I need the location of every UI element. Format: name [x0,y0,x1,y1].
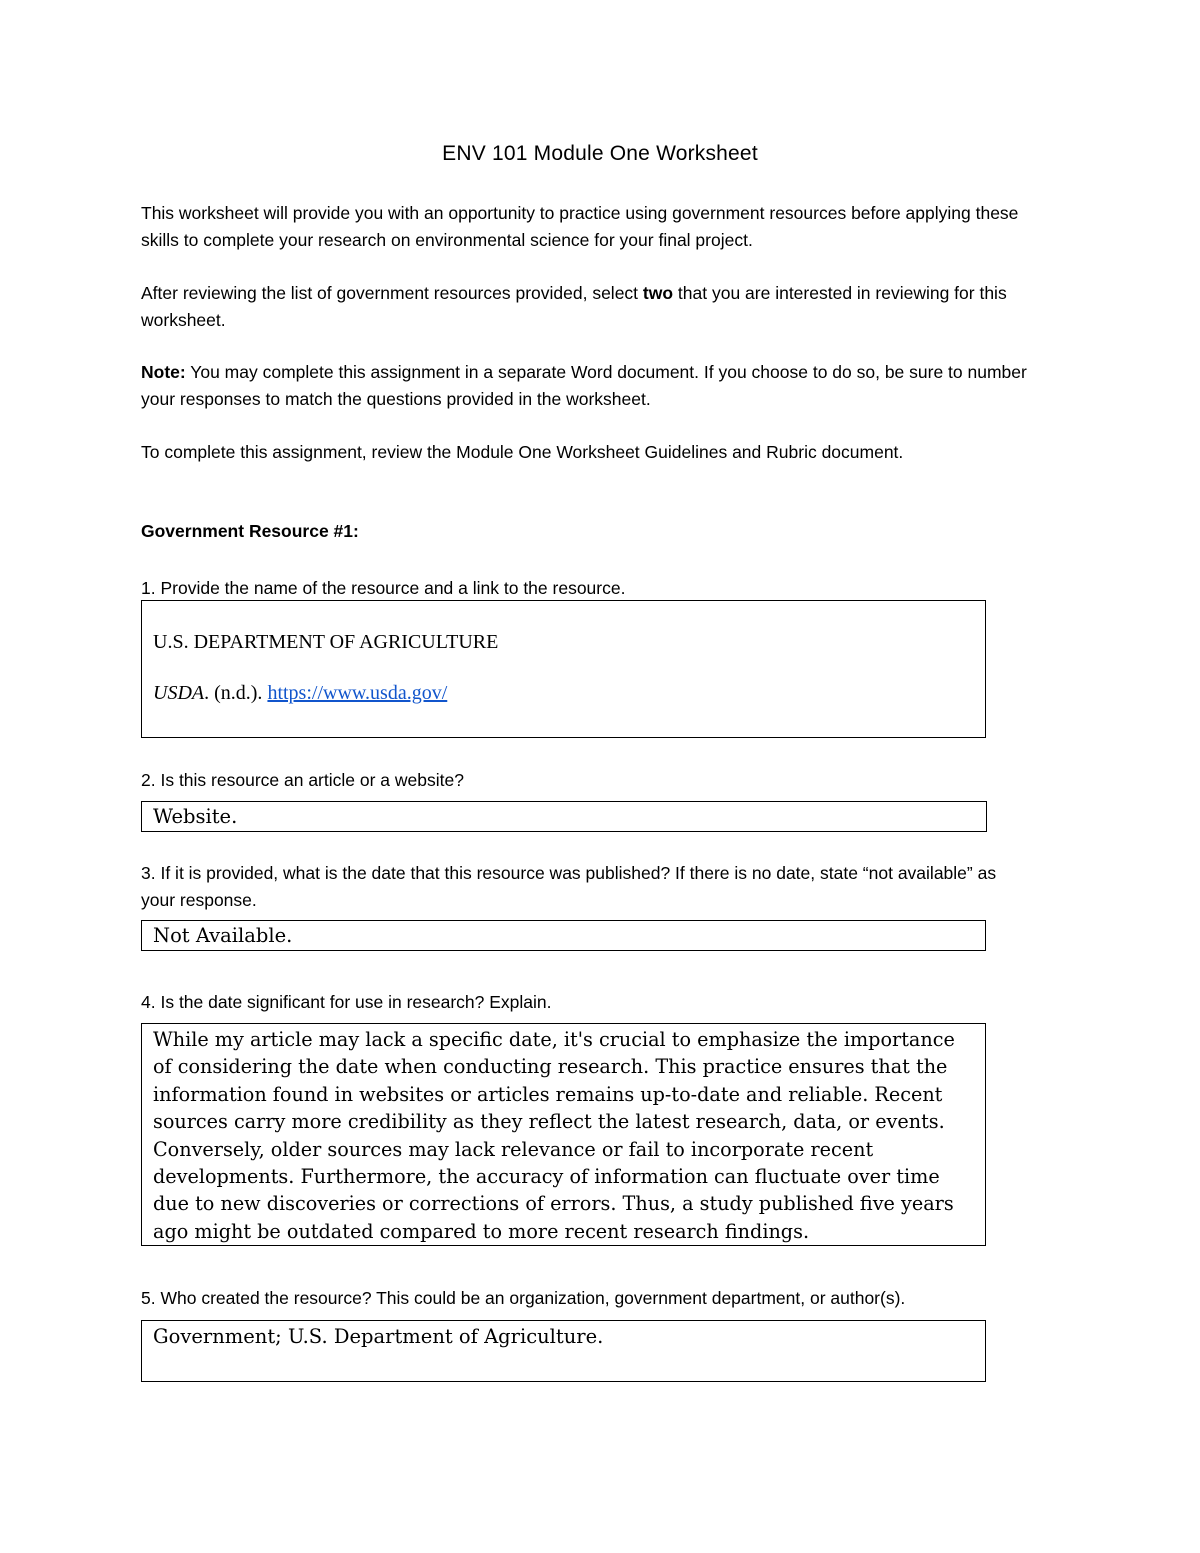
question-5 [141,1285,1061,1312]
question-4 [141,989,1061,1016]
question-3-number: 3. [141,863,156,883]
question-2 [141,767,1061,794]
section-heading: Government Resource #1: [141,521,359,541]
answer-2-text: Website. [153,805,238,828]
note-text: You may complete this assignment in a separate Word document. If you choose to do so, be sure to number your responses to match the questions provided in the worksheet. [141,362,1027,409]
answer-5-text: Government; U.S. Department of Agriculture. [153,1325,604,1348]
question-1 [141,575,1061,602]
answer-4-text: While my article may lack a specific date, it's crucial to emphasize the importance of considering the date when conducting research. This practice ensures that the information found in websites or articles remains up-to-date and reliable. Recent sources carry more credibility as they reflect the latest research, data, or events. Conversely, older sources may lack relevance or fail to incorporate recent developments. Furthermore, the accuracy of information can fluctuate over time due to new discoveries or corrections of errors. Thus, a study published five years ago might be outdated compared to more recent research findings. [153,1028,955,1243]
answer-1-resource-name: U.S. DEPARTMENT OF AGRICULTURE [153,631,499,653]
guidelines-paragraph: To complete this assignment, review the Module One Worksheet Guidelines and Rubric document. [141,442,904,462]
answer-3-text: Not Available. [153,924,293,947]
resource-link[interactable]: https://www.usda.gov/ [267,682,448,704]
question-3 [141,860,1021,913]
intro-paragraph: This worksheet will provide you with an opportunity to practice using government resources before applying these skills to complete your research on environmental science for your final project. [141,203,1019,250]
question-5-number: 5. [141,1288,156,1308]
selection-text-after: that you are interested in reviewing for this worksheet. [141,283,1007,330]
answer-1-citation [153,682,975,705]
question-3-text: If it is provided, what is the date that this resource was published? If there is no date, state “not available” as your response. [141,863,997,910]
question-2-text: Is this resource an article or a website? [155,770,464,790]
question-5-text: Who created the resource? This could be an organization, government department, or author(s). [155,1288,906,1308]
citation-details: . (n.d.). [204,682,268,704]
note-paragraph [141,359,1061,412]
answer-box-5[interactable] [141,1320,986,1382]
answer-box-2[interactable] [141,801,987,832]
selection-bold-word: two [642,283,674,303]
note-label: Note: [141,362,186,382]
question-1-text: Provide the name of the resource and a link to the resource. [155,578,626,598]
answer-box-4[interactable] [141,1023,986,1246]
question-4-text: Is the date significant for use in research? Explain. [155,992,552,1012]
answer-box-1[interactable] [141,600,986,738]
selection-paragraph [141,280,1061,333]
answer-box-3[interactable] [141,920,986,951]
document-title: ENV 101 Module One Worksheet [442,142,758,165]
question-2-number: 2. [141,770,156,790]
question-1-number: 1. [141,578,156,598]
selection-text-before: After reviewing the list of government resources provided, select [141,283,643,303]
question-4-number: 4. [141,992,156,1012]
citation-title: USDA [153,682,205,704]
